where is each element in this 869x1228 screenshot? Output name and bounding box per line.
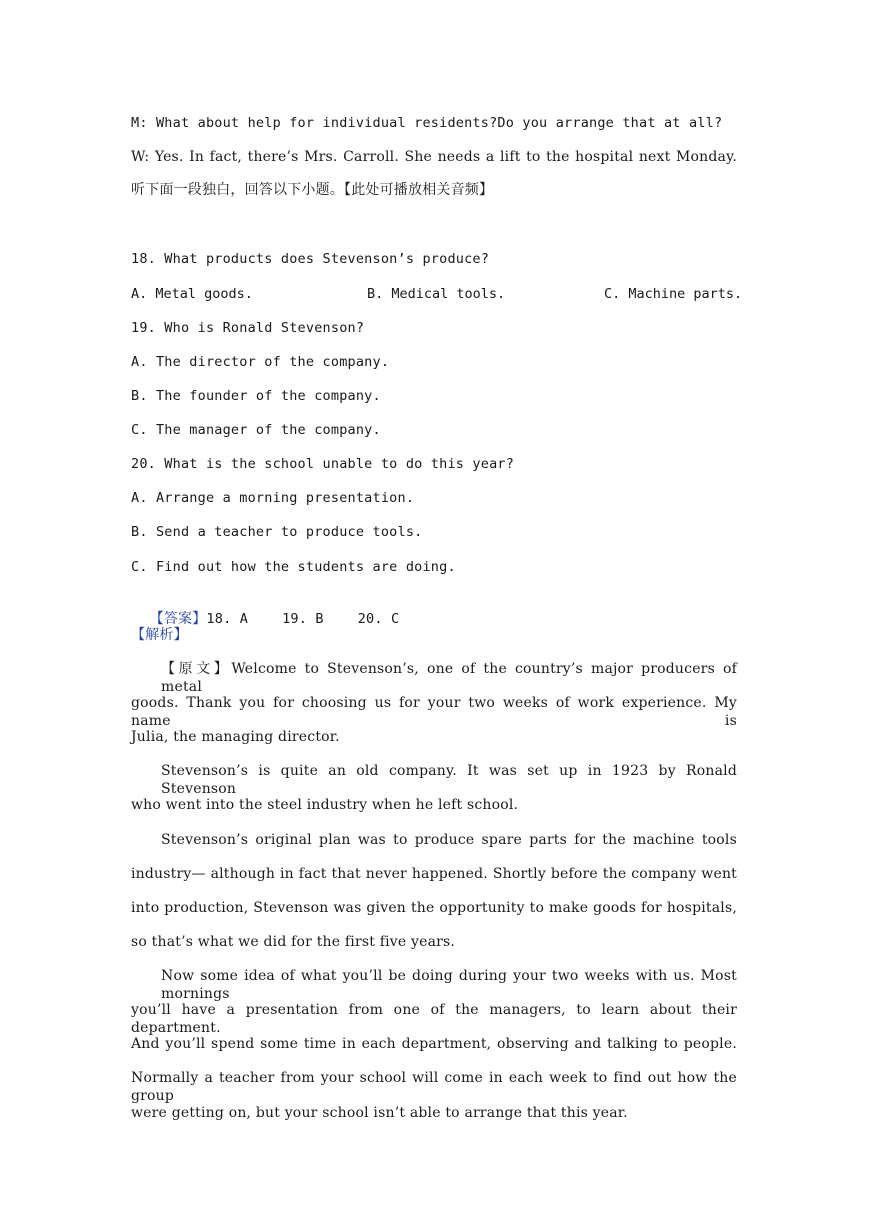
question-18-option-b: B. Medical tools. [367,286,506,302]
answer-20: 20. C [357,611,400,627]
question-19-option-c: C. The manager of the company. [131,422,381,438]
analysis-line-14: were getting on, but your school isn’t able to arrange that this year. [131,1105,628,1121]
question-20-option-c: C. Find out how the students are doing. [131,559,456,575]
question-20-stem: 20. What is the school unable to do this year? [131,456,515,472]
question-19-option-b: B. The founder of the company. [131,388,381,404]
answer-19: 19. B [282,611,324,627]
analysis-line-4: Stevenson’s is quite an old company. It was set up in 1923 by Ronald Stevenson [161,763,737,797]
analysis-line-11: you’ll have a presentation from one of the managers, to learn about their department. [131,1002,737,1036]
analysis-label: 【解析】 [131,627,188,643]
analysis-line-5: who went into the steel industry when he left school. [131,797,519,813]
question-18-stem: 18. What products does Stevenson’s produce? [131,251,490,267]
dialogue-w-line: W: Yes. In fact, there’s Mrs. Carroll. She needs a lift to the hospital next Monday. [131,149,737,165]
analysis-line-2: goods. Thank you for choosing us for your two weeks of work experience. My name is [131,695,737,729]
analysis-line-12: And you’ll spend some time in each department, observing and talking to people. [131,1036,737,1052]
analysis-line-7: industry— although in fact that never happened. Shortly before the company went [131,866,737,882]
answer-18: 18. A [206,611,249,627]
analysis-line-9: so that’s what we did for the first five years. [131,934,456,950]
question-20-option-a: A. Arrange a morning presentation. [131,490,415,506]
answer-label: 【答案】 [149,611,207,627]
question-19-option-a: A. The director of the company. [131,354,390,370]
analysis-line-13: Normally a teacher from your school will come in each week to find out how the group [131,1070,737,1104]
question-18-option-c: C. Machine parts. [604,286,743,302]
analysis-line-10: Now some idea of what you’ll be doing during your two weeks with us. Most mornings [161,968,737,1002]
listening-instruction: 听下面一段独白，回答以下小题。【此处可播放相关音频】 [131,182,494,198]
question-19-stem: 19. Who is Ronald Stevenson? [131,320,365,336]
analysis-line-8: into production, Stevenson was given the opportunity to make goods for hospitals, [131,900,737,916]
analysis-line-3: Julia, the managing director. [131,729,340,745]
dialogue-m-line: M: What about help for individual residents?Do you arrange that at all? [131,115,723,131]
analysis-line-1: 【原文】Welcome to Stevenson’s, one of the country’s major producers of metal [161,661,737,695]
question-18-option-a: A. Metal goods. [131,286,253,302]
analysis-line-6: Stevenson’s original plan was to produce spare parts for the machine tools [161,832,737,848]
question-20-option-b: B. Send a teacher to produce tools. [131,524,423,540]
